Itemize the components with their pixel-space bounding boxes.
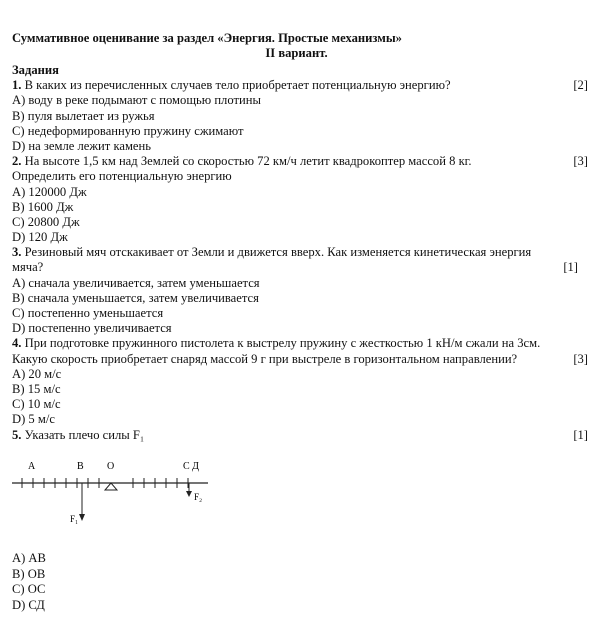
answer-option: С) недеформированную пружину сжимают xyxy=(12,123,244,138)
fulcrum-icon xyxy=(105,483,117,490)
question-number: 4. xyxy=(12,336,22,351)
answer-option: D) постепенно увеличивается xyxy=(12,321,172,336)
question-text: На высоте 1,5 км над Землей со скоростью 72 км/ч летит квадрокоптер массой 8 кг. xyxy=(24,154,472,169)
question-text: В каких из перечисленных случаев тело приобретает потенциальную энергию? xyxy=(24,78,451,93)
question-text: При подготовке пружинного пистолета к выстрелу пружину с жесткостью 1 кН/м сжали на 3см. xyxy=(24,336,541,351)
answer-option: А) воду в реке подымают с помощью плотины xyxy=(12,93,261,108)
point-b-label: В xyxy=(77,461,84,472)
question-3-cont xyxy=(12,260,588,275)
answer-option: А) 20 м/с xyxy=(12,366,62,381)
question-5-options xyxy=(12,551,212,613)
answer-option: А) сначала увеличивается, затем уменьшается xyxy=(12,275,260,290)
worksheet-title: Суммативное оценивание за раздел «Энергия. Простые механизмы» xyxy=(12,31,402,45)
variant-label: II вариант. xyxy=(265,46,328,60)
points-badge: [3] xyxy=(573,351,588,366)
question-5 xyxy=(12,428,588,443)
answer-option: С) постепенно уменьшается xyxy=(12,306,164,320)
force-f2-label: F₂ xyxy=(194,492,203,502)
answer-option: С) 10 м/с xyxy=(12,397,61,412)
answer-option: В) пуля вылетает из ружья xyxy=(12,108,155,123)
answer-option: В) сначала уменьшается, затем увеличивается xyxy=(12,290,259,305)
answer-option: А) АВ xyxy=(12,551,46,565)
point-o-label: О xyxy=(107,461,115,472)
answer-option: D) 120 Дж xyxy=(12,230,68,245)
question-4 xyxy=(12,336,588,351)
lever-diagram xyxy=(12,457,212,537)
question-4-cont xyxy=(12,352,588,367)
question-number: 5. xyxy=(12,427,22,442)
question-3 xyxy=(12,245,588,260)
answer-option: А) 120000 Дж xyxy=(12,184,87,199)
answer-option: В) 1600 Дж xyxy=(12,199,74,214)
tasks-section xyxy=(12,63,588,443)
points-badge: [1] xyxy=(563,260,578,275)
points-badge: [1] xyxy=(573,427,588,442)
answer-option: С) 20800 Дж xyxy=(12,214,80,229)
points-badge: [2] xyxy=(573,78,588,93)
answer-option: D) 5 м/с xyxy=(12,412,55,427)
answer-option: С) ОС xyxy=(12,582,46,596)
answer-option: D) на земле лежит камень xyxy=(12,138,151,153)
force-f1-label: F₁ xyxy=(70,514,79,524)
answer-option: В) ОВ xyxy=(12,566,46,581)
question-text: Указать плечо силы F₁ xyxy=(24,427,145,442)
question-text-cont: Какую скорость приобретает снаряд массой 9 г при выстреле в горизонтальном направлении? xyxy=(12,351,518,366)
question-text: Резиновый мяч отскакивает от Земли и движется вверх. Как изменяется кинетическая энергия xyxy=(24,245,532,260)
force-f1-arrowhead xyxy=(79,514,85,521)
force-f2-arrowhead xyxy=(186,491,192,497)
point-cd-label: С Д xyxy=(183,461,199,472)
question-number: 1. xyxy=(12,78,22,93)
question-text-cont: мяча? xyxy=(12,260,44,275)
question-number: 3. xyxy=(12,245,22,260)
point-a-label: А xyxy=(28,461,36,472)
answer-option: D) СД xyxy=(12,597,45,612)
question-number: 2. xyxy=(12,154,22,169)
points-badge: [3] xyxy=(573,154,588,169)
question-1 xyxy=(12,78,588,93)
tasks-heading: Задания xyxy=(12,63,59,77)
question-2 xyxy=(12,154,588,169)
answer-option: В) 15 м/с xyxy=(12,381,61,396)
question-text-cont: Определить его потенциальную энергию xyxy=(12,169,232,184)
